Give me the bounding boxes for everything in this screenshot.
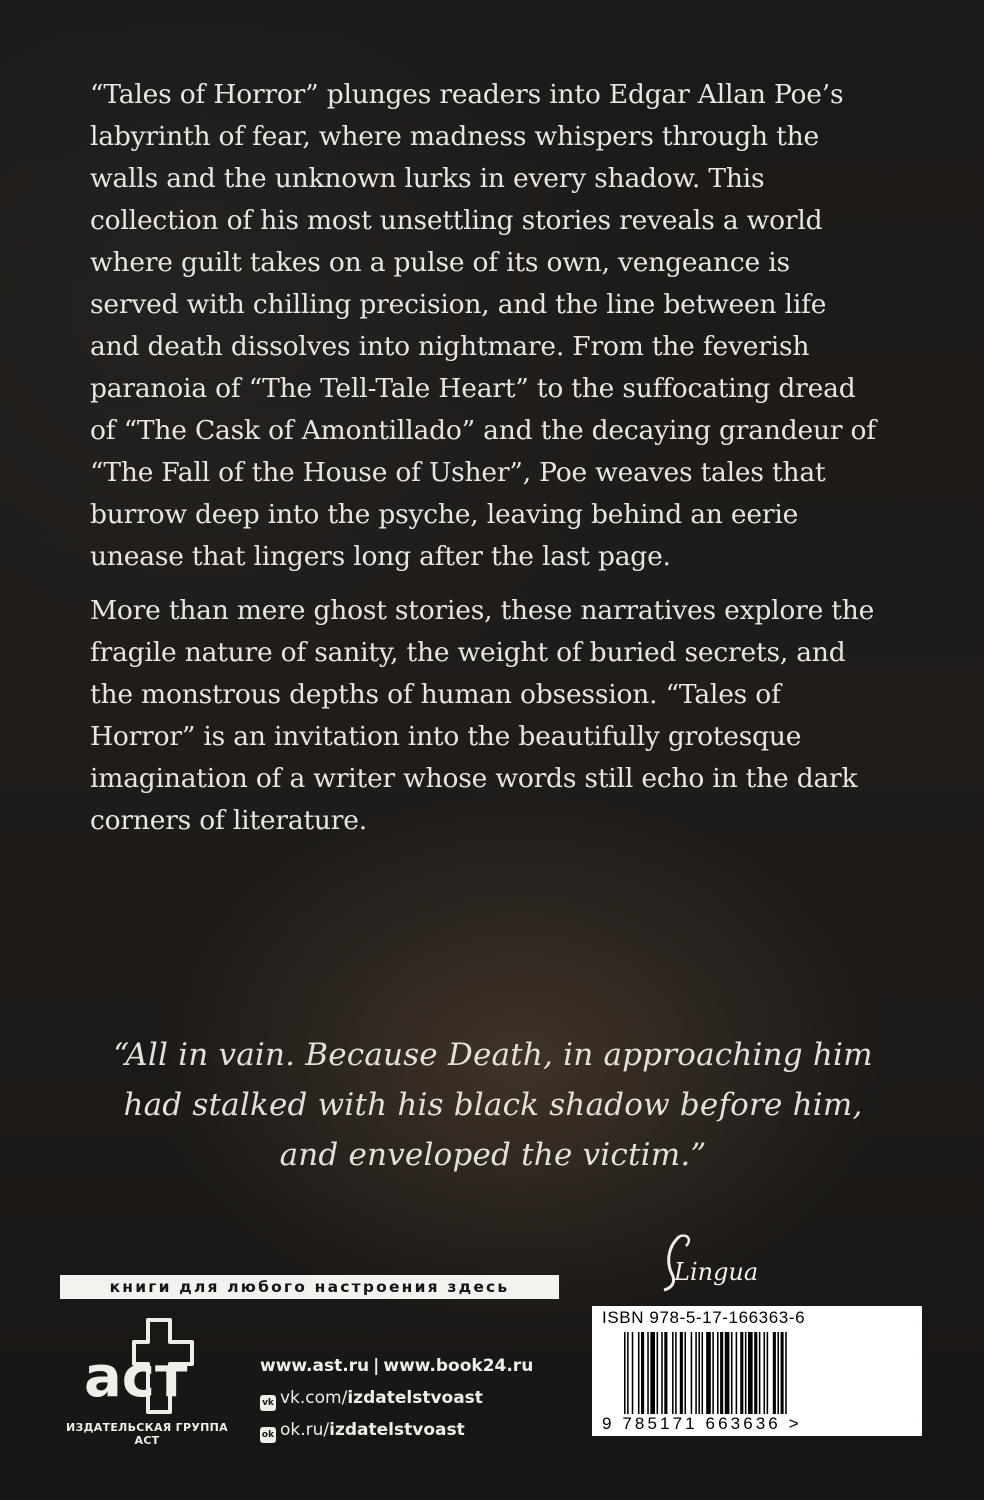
barcode-bar	[691, 1332, 693, 1424]
tagline-banner: книги для любого настроения здесь	[60, 1275, 559, 1299]
barcode-bar	[748, 1332, 753, 1424]
ok-link-handle: izdatelstvoast	[329, 1420, 465, 1440]
ok-icon: ok	[260, 1427, 276, 1443]
links-separator: |	[373, 1356, 380, 1376]
barcode-bar	[767, 1332, 769, 1424]
barcode-bar	[675, 1332, 677, 1424]
barcode-bar	[672, 1332, 674, 1424]
barcode-bar	[702, 1332, 704, 1424]
barcode-bar	[717, 1332, 719, 1424]
barcode-bar	[661, 1332, 663, 1424]
barcode-bar	[759, 1332, 761, 1424]
barcode-bar	[745, 1332, 747, 1424]
barcode-bar	[638, 1332, 640, 1424]
barcode-bar	[664, 1332, 667, 1424]
website-link-book24[interactable]: www.book24.ru	[383, 1356, 534, 1376]
barcode-bar	[740, 1332, 743, 1424]
ast-logo	[78, 1312, 208, 1422]
vk-link-prefix: vk.com/	[280, 1388, 348, 1408]
lingua-wordmark: Lingua	[674, 1258, 759, 1286]
website-link-ast[interactable]: www.ast.ru	[260, 1356, 370, 1376]
vk-icon: vk	[260, 1395, 276, 1411]
back-cover-blurb	[90, 74, 880, 842]
website-row	[260, 1355, 533, 1387]
barcode-bar	[647, 1332, 649, 1424]
blurb-paragraph-1: “Tales of Horror” plunges readers into Edgar Allan Poe’s labyrinth of fear, where madness whispers through the walls and the unknown lurks in every shadow. This collection of his most unsettling stories reveals a world where guilt takes on a pulse of its own, vengeance is served with chilling precision, and the line between life and death dissolves into nightmare. From the feverish paranoia of “The Tell-Tale Heart” to the suffocating dread of “The Cask of Amontillado” and the decaying grandeur of “The Fall of the House of Usher”, Poe weaves tales that burrow deep into the psyche, leaving behind an eerie unease that lingers long after the last page.	[90, 79, 876, 572]
barcode-bar	[773, 1332, 776, 1424]
publisher-links	[260, 1355, 533, 1451]
barcode-bar	[764, 1332, 766, 1424]
epigraph-quote: “All in vain. Because Death, in approaching him had stalked with his black shadow before him, and enveloped the victim.”	[113, 1037, 873, 1173]
barcode-bar	[624, 1332, 626, 1424]
isbn-label: ISBN 978-5-17-166363-6	[602, 1308, 806, 1327]
barcode-bar	[712, 1332, 714, 1424]
barcode-bar	[627, 1332, 629, 1424]
barcode-bar	[725, 1332, 730, 1424]
barcode-bar	[632, 1332, 634, 1424]
barcode-bar	[641, 1332, 644, 1424]
barcode-bar	[731, 1332, 733, 1424]
barcode-bar	[720, 1332, 723, 1424]
barcode-bar	[736, 1332, 738, 1424]
barcode-bar	[785, 1332, 787, 1424]
ast-logo-text: аст	[84, 1345, 188, 1410]
barcode-bar	[657, 1332, 659, 1424]
vk-link-handle: izdatelstvoast	[347, 1388, 483, 1408]
barcode-bar	[684, 1332, 686, 1424]
barcode-bar	[777, 1332, 779, 1424]
barcode-bar	[698, 1332, 700, 1424]
publisher-name: ИЗДАТЕЛЬСКАЯ ГРУППА АСТ	[66, 1421, 228, 1447]
blurb-paragraph-2: More than mere ghost stories, these narratives explore the fragile nature of sanity, the weight of buried secrets, and the monstrous depths of human obsession. “Tales of Horror” is an invitation into the beautifully grotesque imagination of a writer whose words still echo in the dark corners of literature.	[90, 595, 875, 836]
barcode-bar	[695, 1332, 697, 1424]
barcode-bar	[680, 1332, 683, 1424]
barcode-bar	[781, 1332, 784, 1424]
isbn-barcode-box	[592, 1306, 922, 1436]
ok-row[interactable]	[260, 1419, 533, 1451]
barcode-digits: 9 785171 663636 >	[602, 1414, 802, 1433]
barcode-bar	[650, 1332, 655, 1424]
ok-link-prefix: ok.ru/	[280, 1420, 330, 1440]
barcode-bar	[754, 1332, 757, 1424]
vk-row[interactable]	[260, 1387, 533, 1419]
barcode-bar	[706, 1332, 711, 1424]
